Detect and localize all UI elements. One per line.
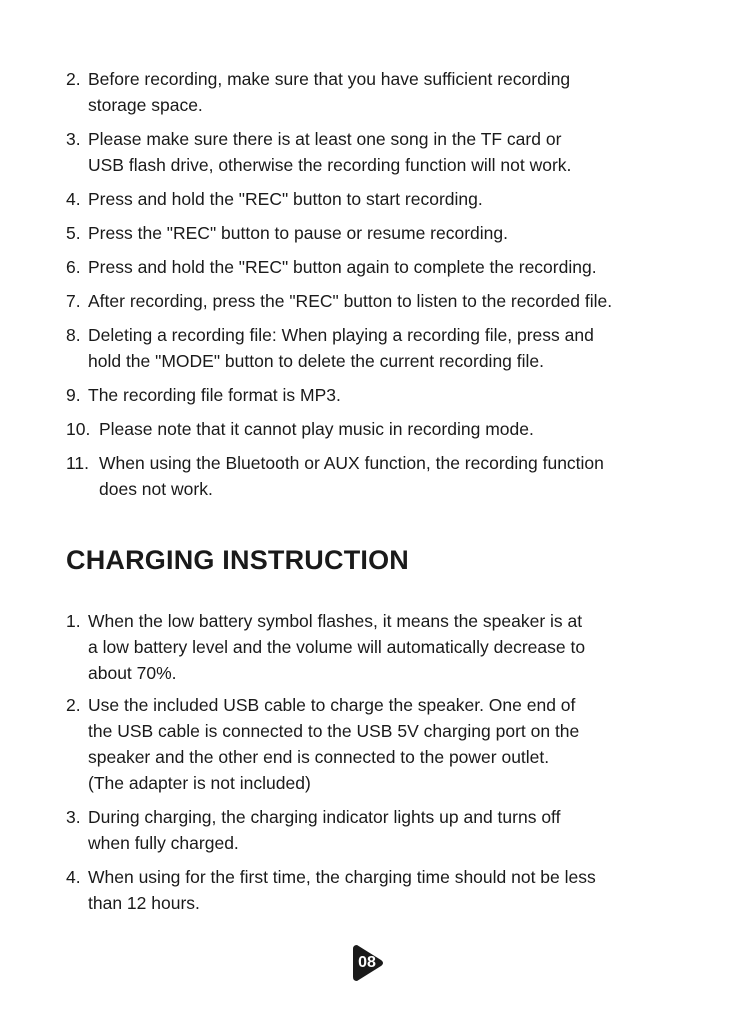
item-text-line: does not work. <box>99 479 213 499</box>
item-text-line: storage space. <box>88 95 203 115</box>
item-text-line: Press the "REC" button to pause or resume recording. <box>88 223 508 243</box>
item-text-line: a low battery level and the volume will automatically decrease to <box>88 637 586 657</box>
item-text-line: When using the Bluetooth or AUX function, the recording function <box>99 453 604 473</box>
item-number: 4. <box>66 867 81 887</box>
item-text-line: Press and hold the "REC" button to start recording. <box>88 189 483 209</box>
item-text-line: hold the "MODE" button to delete the current recording file. <box>88 351 545 371</box>
item-number: 1. <box>66 611 81 631</box>
item-text-line: (The adapter is not included) <box>88 773 311 793</box>
item-text-line: After recording, press the "REC" button to listen to the recorded file. <box>88 291 613 311</box>
item-text-line: the USB cable is connected to the USB 5V charging port on the <box>88 721 580 741</box>
item-number: 4. <box>66 189 81 209</box>
item-text-line: The recording file format is MP3. <box>88 385 341 405</box>
item-number: 11. <box>66 453 90 473</box>
item-text-line: Deleting a recording file: When playing a recording file, press and <box>88 325 594 345</box>
item-text-line: about 70%. <box>88 663 177 683</box>
item-number: 3. <box>66 129 81 149</box>
item-text-line: USB flash drive, otherwise the recording function will not work. <box>88 155 572 175</box>
item-text-line: when fully charged. <box>88 833 239 853</box>
item-number: 5. <box>66 223 81 243</box>
item-text-line: Before recording, make sure that you have sufficient recording <box>88 69 571 89</box>
item-number: 2. <box>66 69 81 89</box>
item-text-line: Please note that it cannot play music in recording mode. <box>99 419 534 439</box>
item-text-line: speaker and the other end is connected to the power outlet. <box>88 747 550 767</box>
item-text-line: Press and hold the "REC" button again to complete the recording. <box>88 257 597 277</box>
item-number: 2. <box>66 695 81 715</box>
item-number: 9. <box>66 385 81 405</box>
item-number: 8. <box>66 325 81 345</box>
item-text-line: When using for the first time, the charging time should not be less <box>88 867 596 887</box>
item-number: 10. <box>66 419 91 439</box>
item-number: 6. <box>66 257 81 277</box>
item-number: 3. <box>66 807 81 827</box>
item-number: 7. <box>66 291 81 311</box>
item-text-line: than 12 hours. <box>88 893 200 913</box>
item-text-line: When the low battery symbol flashes, it means the speaker is at <box>88 611 583 631</box>
page-number-badge <box>350 944 388 982</box>
charging-heading: CHARGING INSTRUCTION <box>66 545 409 575</box>
item-text-line: Use the included USB cable to charge the speaker. One end of <box>88 695 576 715</box>
item-text-line: During charging, the charging indicator lights up and turns off <box>88 807 561 827</box>
page-number: 08 <box>358 954 376 971</box>
item-text-line: Please make sure there is at least one song in the TF card or <box>88 129 562 149</box>
